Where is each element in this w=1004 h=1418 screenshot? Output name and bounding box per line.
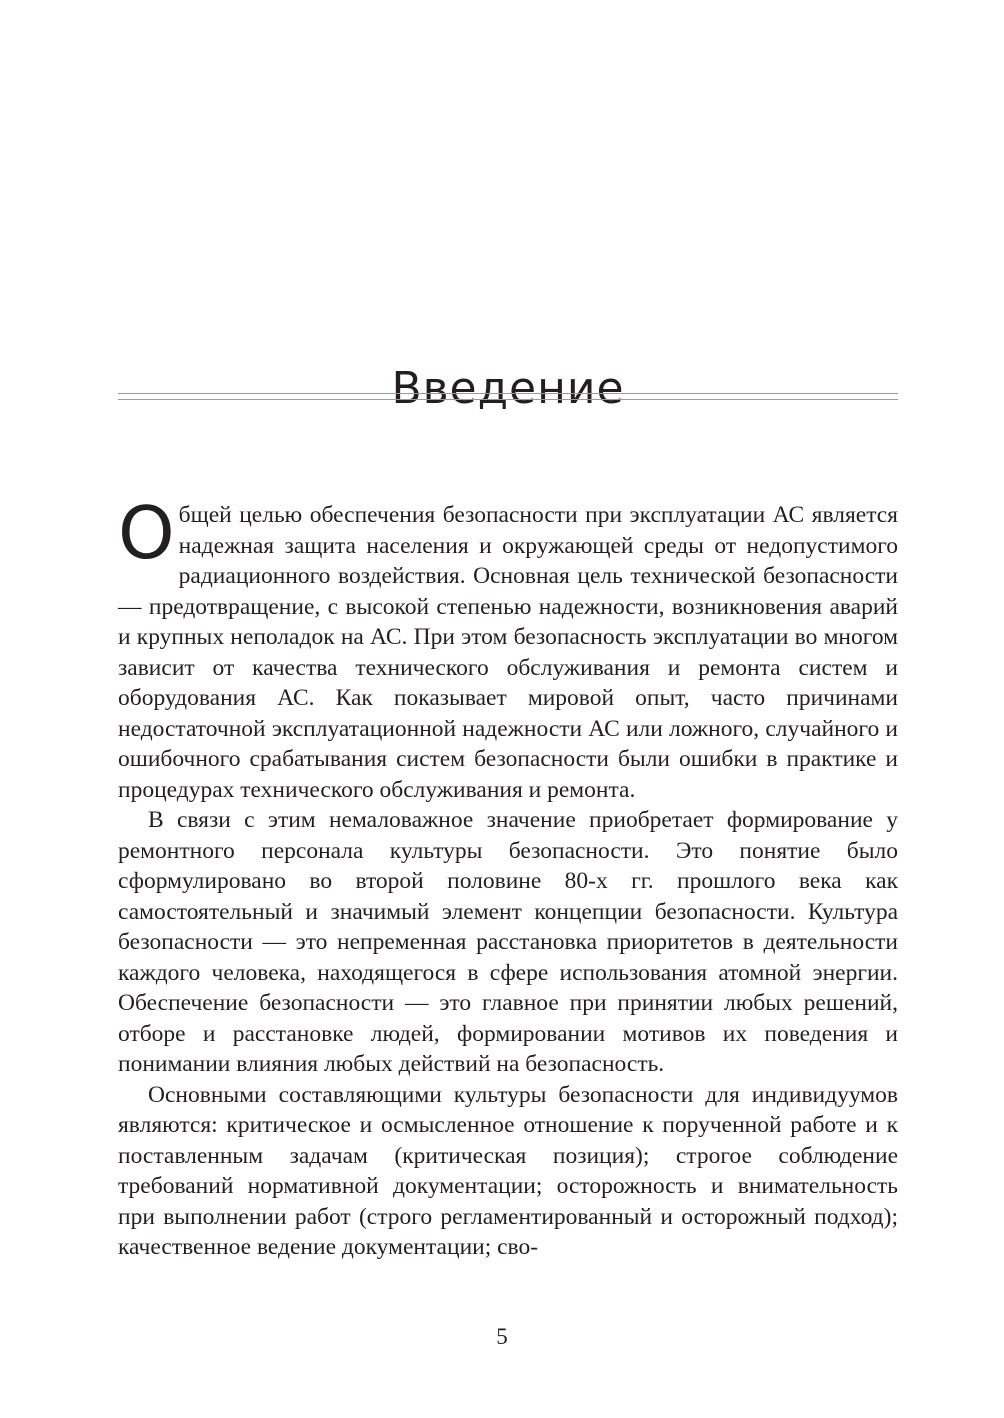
drop-cap: О [118,491,175,575]
paragraph-2: В связи с этим немаловажное значение приобретает формирование у ремонтного персонала культуры безопасности. Это понятие было сформулировано во второй половине 80-х гг. прошлого века как самостоятельный и значимый элемент концепции безопасности. Культура безопасности — это непременная расстановка приоритетов в деятельности каждого человека, находящегося в сфере использования атомной энергии. Обеспечение безопасности — это главное при принятии любых решений, отборе и расстановке людей, формировании мотивов их поведения и понимании влияния любых действий на безопасность. [118,807,898,1077]
chapter-title: Введение [391,363,625,415]
paragraph-3: Основными составляющими культуры безопасности для индивидуумов являются: критическое и осмысленное отношение к порученной работе и к поставленным задачам (критическая позиция); строгое соблюдение требований нормативной документации; осторожность и внимательность при выполнении работ (строго регламентированный и осторожный подход); качественное ведение документации; сво- [118,1081,898,1260]
paragraph-1-text: бщей целью обеспечения безопасности при эксплуатации АС является надежная защита населения и окружающей среды от недопустимого радиационного воздействия. Основная цель технической безопасности — предотвращение, с высокой степенью надежности, возникновения аварий и крупных неполадок на АС. При этом безопасность эксплуатации во многом зависит от качества технического обслуживания и ремонта систем и оборудования АС. Как показывает мировой опыт, часто причинами недостаточной эксплуатационной надежности АС или ложного, случайного и ошибочного срабатывания систем безопасности были ошибки в практике и процедурах технического обслуживания и ремонта. [118,502,898,803]
title-double-rule [118,393,898,400]
page-number: 5 [496,1324,508,1349]
body-text [118,491,898,1263]
paragraph-1 [118,491,898,805]
